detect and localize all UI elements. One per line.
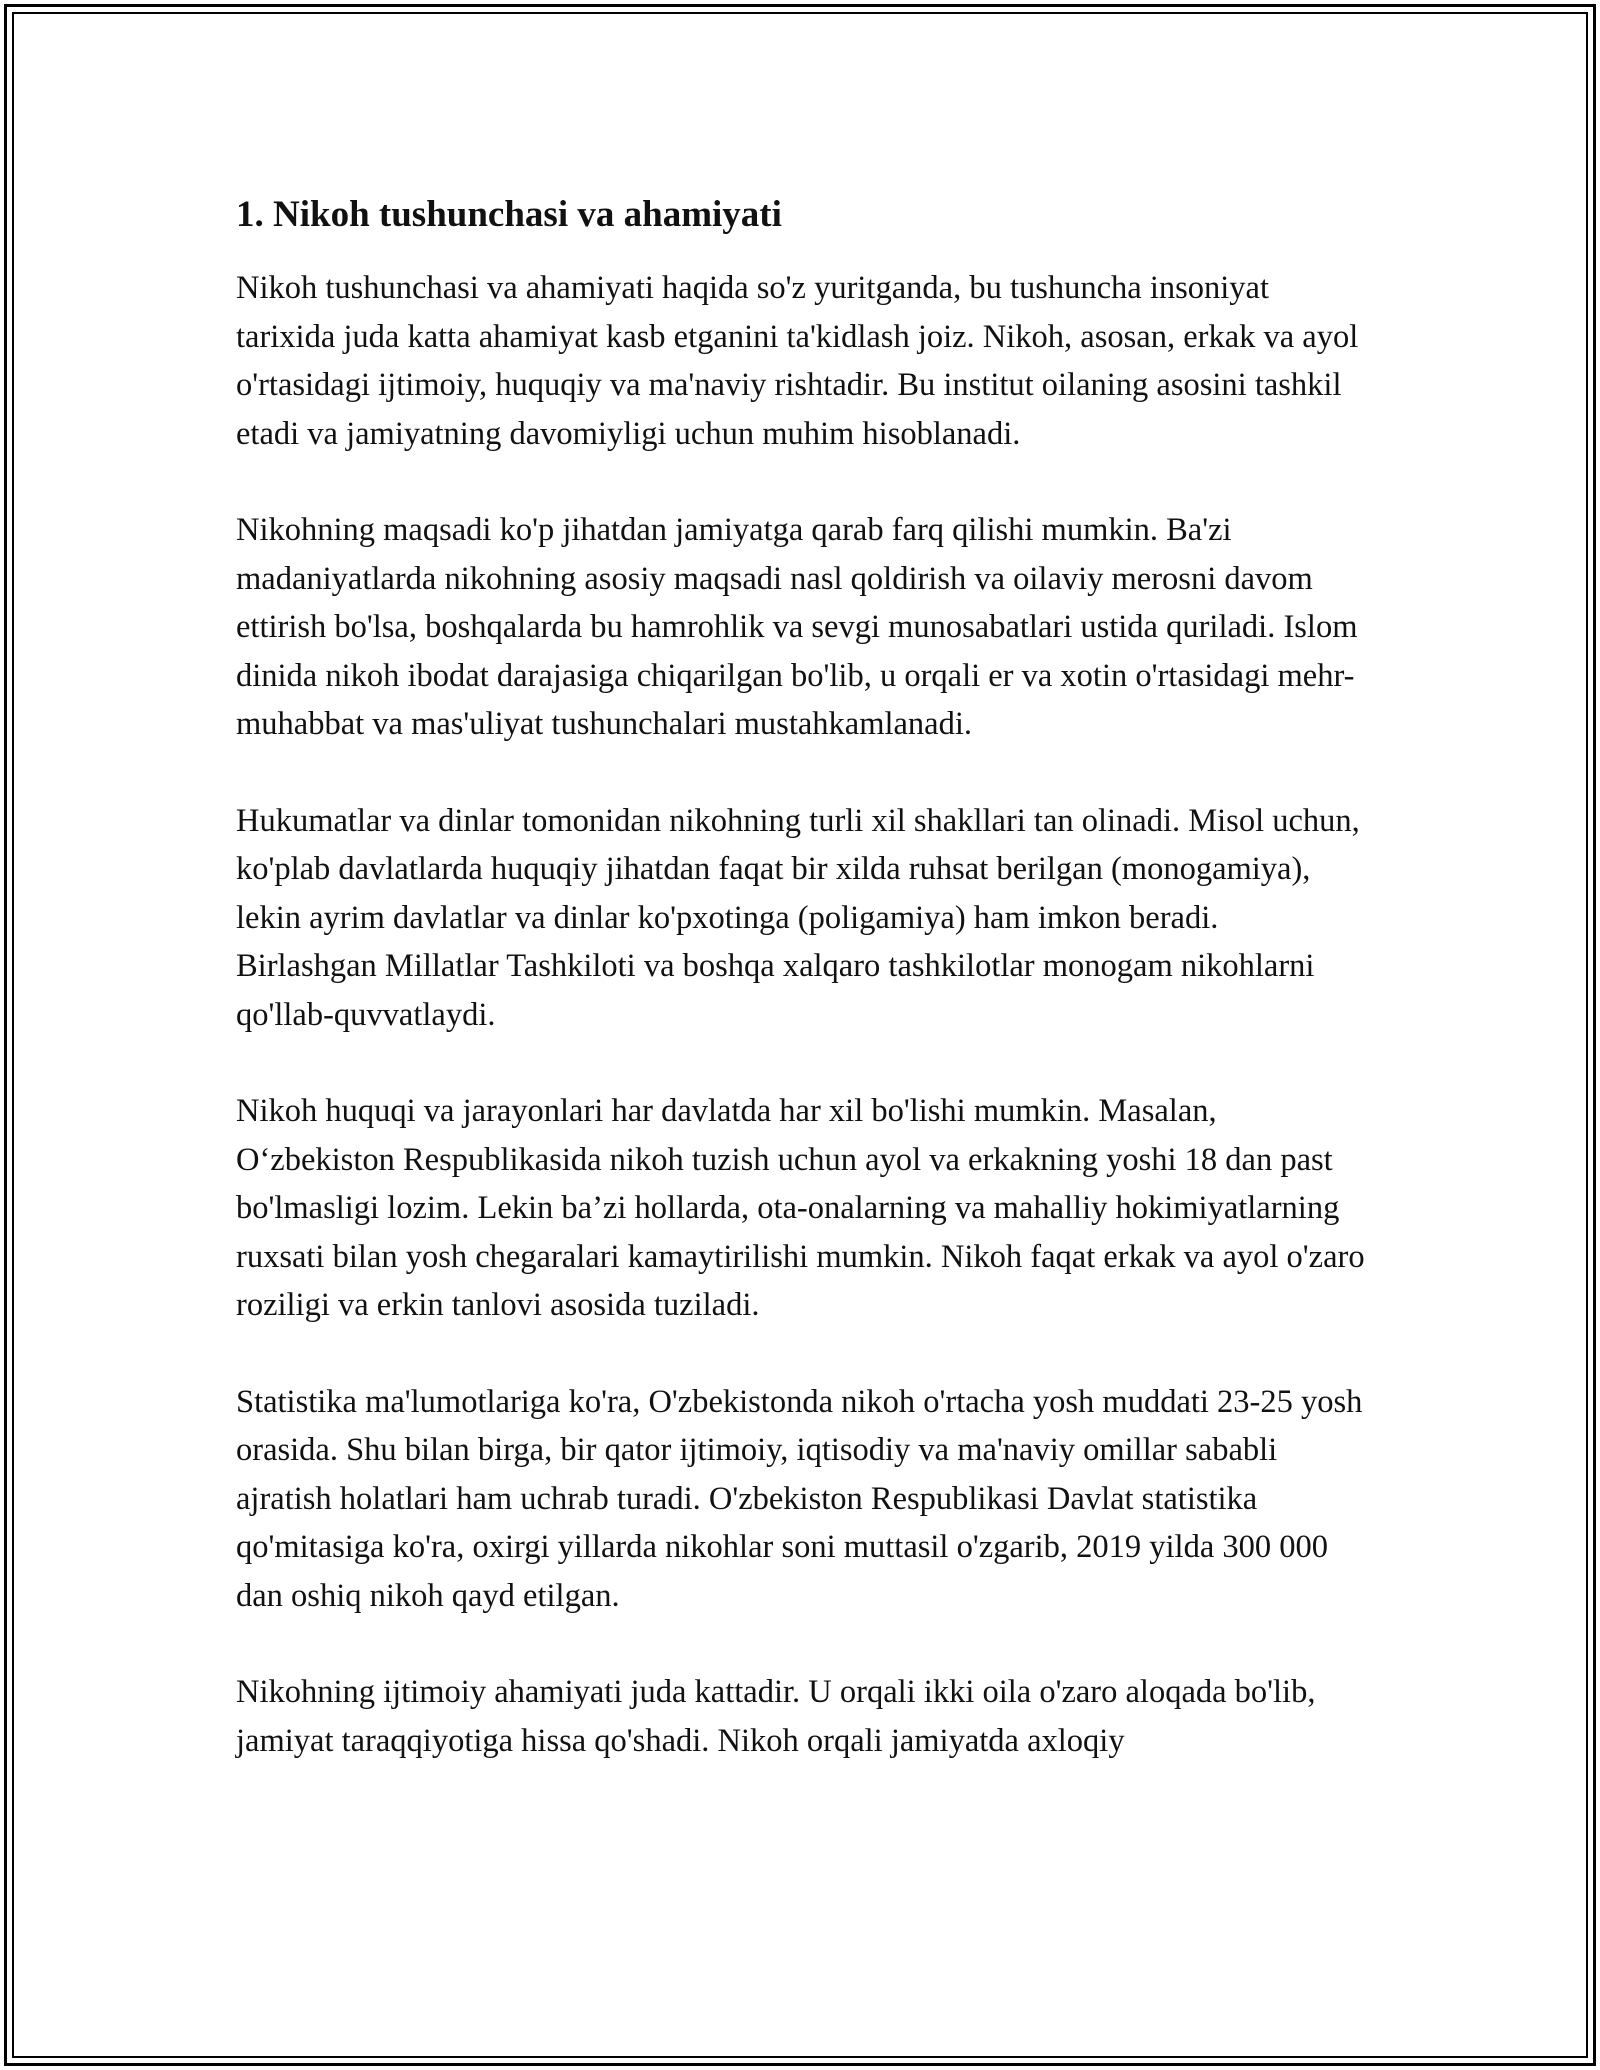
paragraph-forms: Hukumatlar va dinlar tomonidan nikohning turli xil shakllari tan olinadi. Misol uchun, ko'plab davlatlarda huquqiy jihatdan faqat bir xilda ruhsat berilgan (monogamiya), lekin ayrim davlatlar va dinlar ko'pxotinga (poligamiya) ham imkon beradi. Birlashgan Millatlar Tashkiloti va boshqa xalqaro tashkilotlar monogam nikohlarni qo'llab-quvvatlaydi. <box>236 802 1360 1033</box>
document-body <box>236 186 1366 1765</box>
section-heading: 1. Nikoh tushunchasi va ahamiyati <box>236 194 782 235</box>
paragraph-legal: Nikoh huquqi va jarayonlari har davlatda har xil bo'lishi mumkin. Masalan, O‘zbekiston Respublikasida nikoh tuzish uchun ayol va erkakning yoshi 18 dan past bo'lmasligi lozim. Lekin ba’zi hollarda, ota-onalarning va mahalliy hokimiyatlarning ruxsati bilan yosh chegaralari kamaytirilishi mumkin. Nikoh faqat erkak va ayol o'zaro roziligi va erkin tanlovi asosida tuziladi. <box>236 1093 1365 1323</box>
paragraph-purpose: Nikohning maqsadi ko'p jihatdan jamiyatga qarab farq qilishi mumkin. Ba'zi madaniyatlarda nikohning asosiy maqsadi nasl qoldirish va oilaviy merosni davom ettirish bo'lsa, boshqalarda bu hamrohlik va sevgi munosabatlari ustida quriladi. Islom dinida nikoh ibodat darajasiga chiqarilgan bo'lib, u orqali er va xotin o'rtasidagi mehr-muhabbat va mas'uliyat tushunchalari mustahkamlanadi. <box>236 512 1358 742</box>
paragraph-definition: Nikoh tushunchasi va ahamiyati haqida so'z yuritganda, bu tushuncha insoniyat tarixida juda katta ahamiyat kasb etganini ta'kidlash joiz. Nikoh, asosan, erkak va ayol o'rtasidagi ijtimoiy, huquqiy va ma'naviy rishtadir. Bu institut oilaning asosini tashkil etadi va jamiyatning davomiyligi uchun muhim hisoblanadi. <box>236 270 1359 452</box>
paragraph-statistics: Statistika ma'lumotlariga ko'ra, O'zbekistonda nikoh o'rtacha yosh muddati 23-25 yosh orasida. Shu bilan birga, bir qator ijtimoiy, iqtisodiy va ma'naviy omillar sababli ajratish holatlari ham uchrab turadi. O'zbekiston Respublikasi Davlat statistika qo'mitasiga ko'ra, oxirgi yillarda nikohlar soni muttasil o'zgarib, 2019 yilda 300 000 dan oshiq nikoh qayd etilgan. <box>236 1383 1363 1614</box>
paragraph-social-significance: Nikohning ijtimoiy ahamiyati juda kattadir. U orqali ikki oila o'zaro aloqada bo'lib, jamiyat taraqqiyotiga hissa qo'shadi. Nikoh orqali jamiyatda axloqiy <box>236 1674 1316 1759</box>
